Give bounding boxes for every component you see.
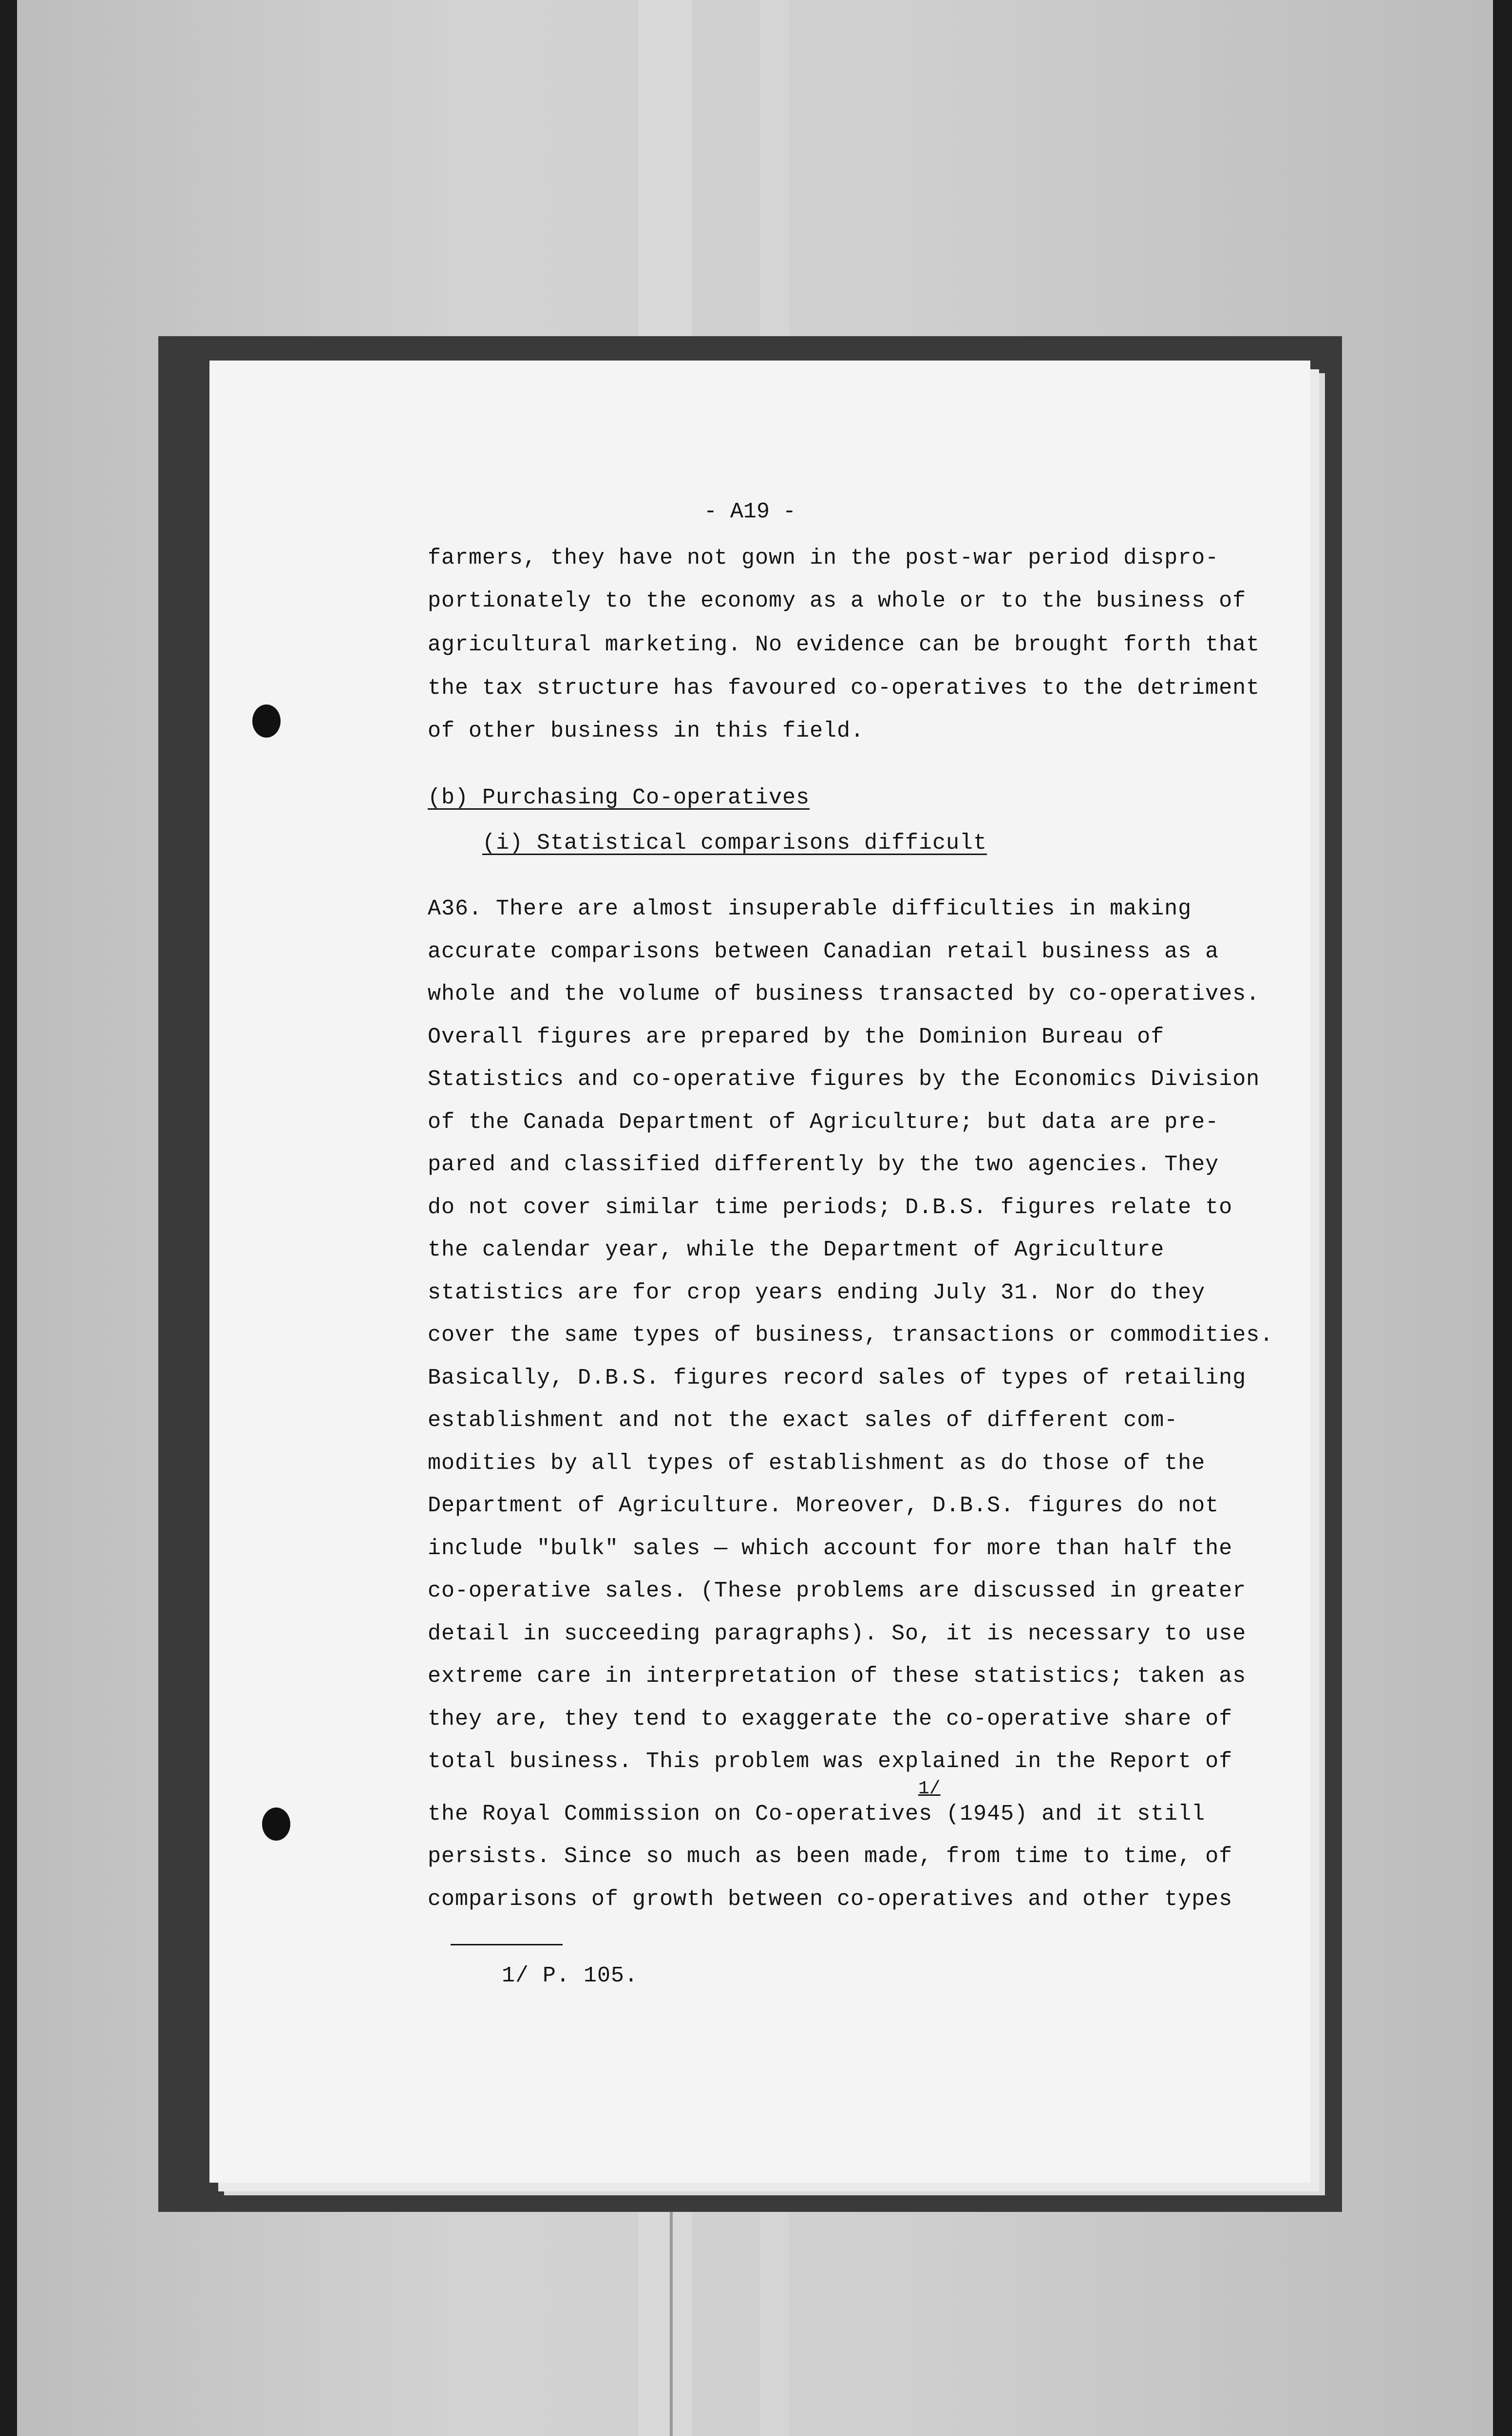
text-line: the calendar year, while the Department of Agriculture bbox=[428, 1237, 1165, 1262]
section-heading-i: (i) Statistical comparisons difficult bbox=[482, 831, 987, 856]
text-line: cover the same types of business, transactions or commodities. bbox=[428, 1323, 1274, 1348]
text-line: agricultural marketing. No evidence can be brought forth that bbox=[428, 632, 1260, 657]
text-line: they are, they tend to exaggerate the co-operative share of bbox=[428, 1707, 1233, 1732]
text-line: farmers, they have not gown in the post-war period dispro- bbox=[428, 546, 1219, 571]
footnote-marker: 1/ bbox=[918, 1778, 941, 1799]
text-line: accurate comparisons between Canadian retail business as a bbox=[428, 939, 1219, 964]
text-line: persists. Since so much as been made, from time to time, of bbox=[428, 1844, 1233, 1869]
text-line: pared and classified differently by the two agencies. They bbox=[428, 1152, 1219, 1177]
text-line: the tax structure has favoured co-operatives to the detriment bbox=[428, 676, 1260, 701]
text-line: Statistics and co-operative figures by the Economics Division bbox=[428, 1067, 1260, 1092]
text-line: detail in succeeding paragraphs). So, it is necessary to use bbox=[428, 1621, 1247, 1646]
text-line: modities by all types of establishment as do those of the bbox=[428, 1451, 1206, 1476]
footnote-divider bbox=[451, 1944, 563, 1945]
text-line: Basically, D.B.S. figures record sales of types of retailing bbox=[428, 1366, 1247, 1390]
text-line: do not cover similar time periods; D.B.S. figures relate to bbox=[428, 1195, 1233, 1220]
text-line: statistics are for crop years ending July 31. Nor do they bbox=[428, 1280, 1206, 1305]
text-line: of other business in this field. bbox=[428, 719, 865, 743]
text-line: portionately to the economy as a whole or to the business of bbox=[428, 589, 1247, 613]
text-line: of the Canada Department of Agriculture; but data are pre- bbox=[428, 1110, 1219, 1135]
text-line: the Royal Commission on Co-operatives (1945) and it still bbox=[428, 1802, 1206, 1827]
section-heading-b: (b) Purchasing Co-operatives bbox=[428, 785, 810, 810]
text-line: include "bulk" sales — which account for more than half the bbox=[428, 1536, 1233, 1561]
text-line: comparisons of growth between co-operatives and other types bbox=[428, 1887, 1233, 1912]
page-number: - A19 - bbox=[704, 499, 796, 524]
text-line: A36. There are almost insuperable difficulties in making bbox=[428, 896, 1192, 921]
text-line: total business. This problem was explained in the Report of bbox=[428, 1749, 1233, 1774]
text-line: Department of Agriculture. Moreover, D.B.S. figures do not bbox=[428, 1493, 1219, 1518]
text-line: extreme care in interpretation of these statistics; taken as bbox=[428, 1664, 1247, 1689]
text-line: co-operative sales. (These problems are discussed in greater bbox=[428, 1579, 1247, 1603]
text-line: whole and the volume of business transacted by co-operatives. bbox=[428, 982, 1260, 1007]
text-line: establishment and not the exact sales of different com- bbox=[428, 1408, 1178, 1433]
footnote: 1/ P. 105. bbox=[502, 1963, 639, 1988]
text-line: Overall figures are prepared by the Dominion Bureau of bbox=[428, 1025, 1165, 1049]
punch-hole bbox=[262, 1808, 290, 1841]
punch-hole bbox=[252, 704, 281, 738]
